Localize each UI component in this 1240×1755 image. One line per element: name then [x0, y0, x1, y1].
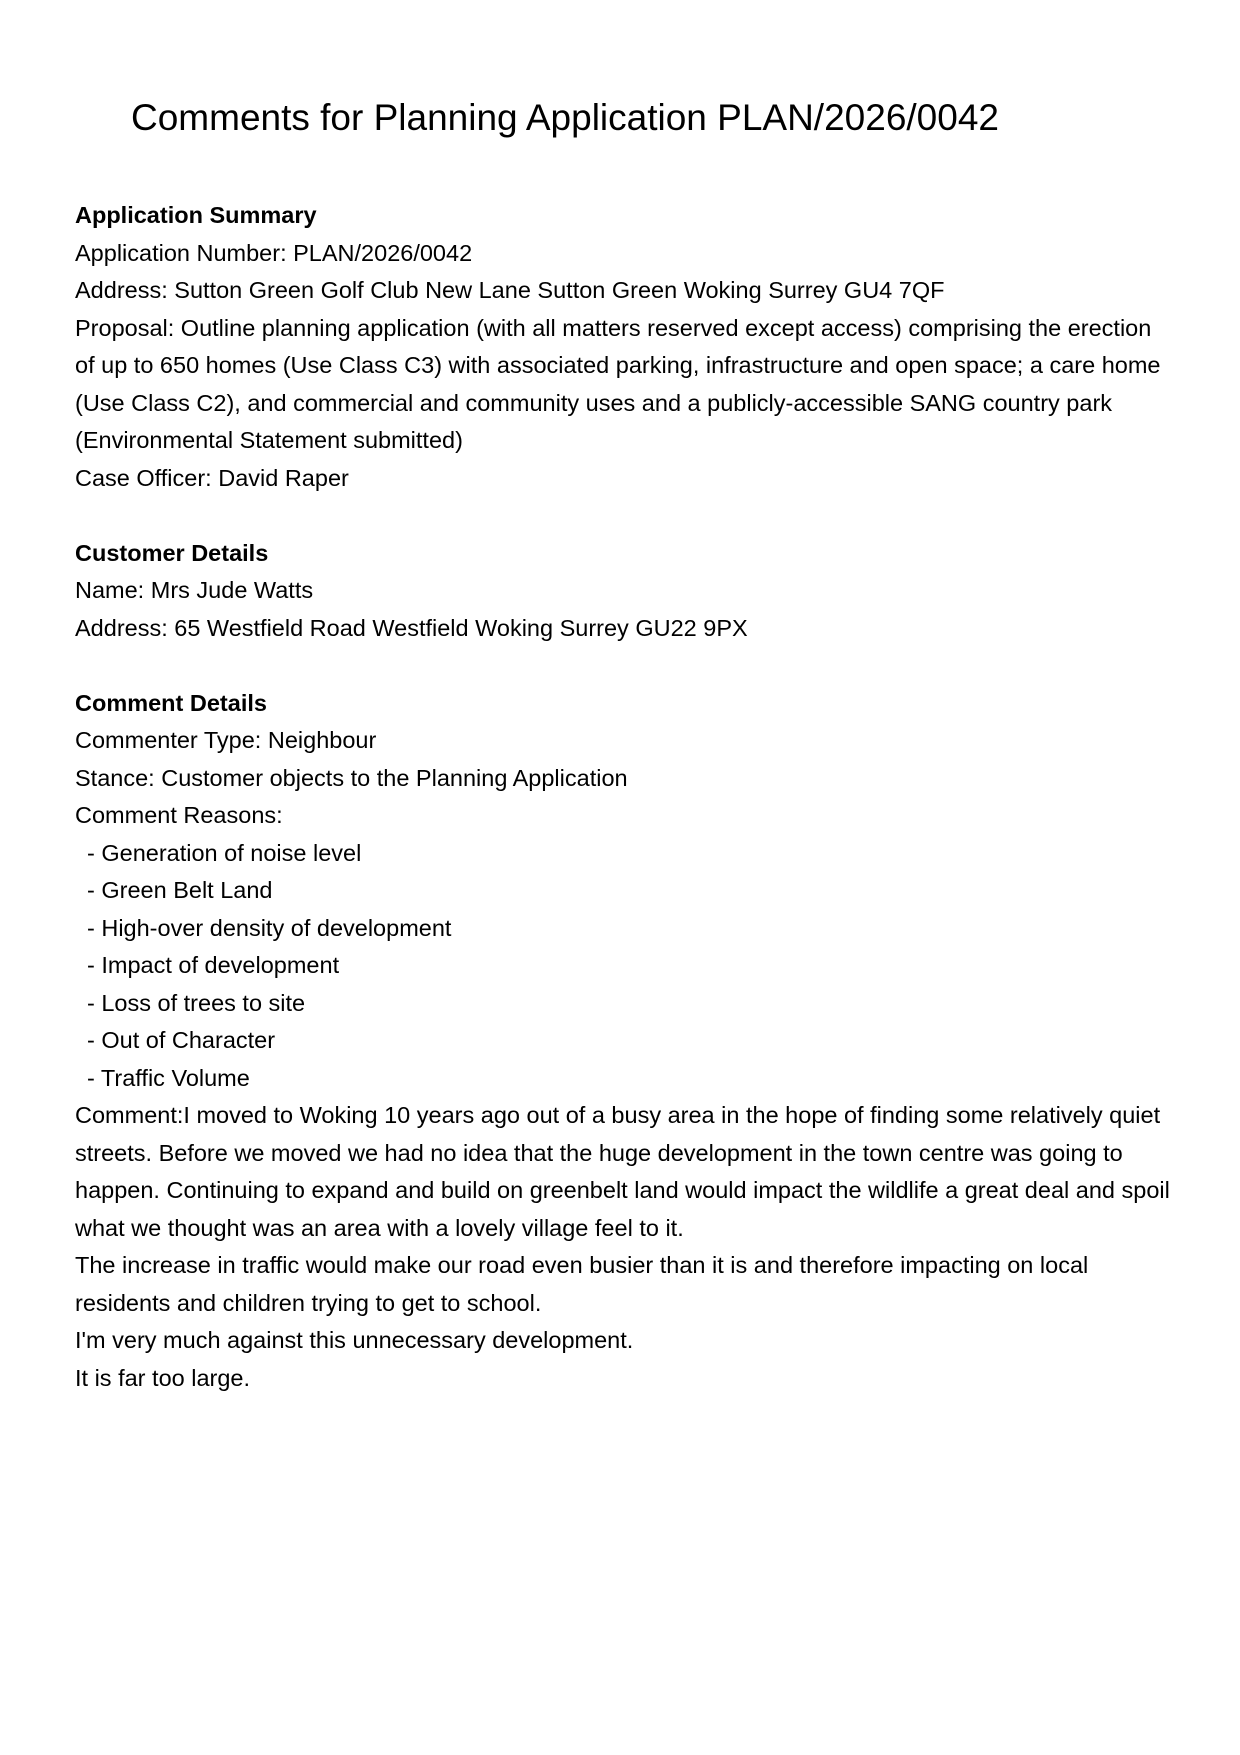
- stance: Stance: Customer objects to the Planning Application: [75, 764, 628, 791]
- page-title: Comments for Planning Application PLAN/2026/0042: [131, 97, 999, 138]
- application-summary-section: [75, 197, 1175, 497]
- application-number: Application Number: PLAN/2026/0042: [75, 239, 473, 266]
- comment-details-section: [75, 685, 1175, 1398]
- comment-paragraph: Comment:I moved to Woking 10 years ago out of a busy area in the hope of finding some relatively quiet streets. Before we moved we had no idea that the huge development in the town centre was going to happen. Continuing to expand and build on greenbelt land would impact the wildlife a great deal and spoil what we thought was an area with a lovely village feel to it.: [75, 1102, 1170, 1241]
- comment-reason-item: - Loss of trees to site: [87, 989, 306, 1016]
- customer-name: Name: Mrs Jude Watts: [75, 577, 314, 603]
- comment-reason-item: - Out of Character: [87, 1027, 276, 1053]
- comment-reason-item: - Green Belt Land: [87, 877, 273, 903]
- comment-reasons-label: Comment Reasons:: [75, 802, 283, 828]
- case-officer: Case Officer: David Raper: [75, 464, 349, 491]
- comment-reason-item: - Impact of development: [87, 952, 340, 978]
- application-proposal: Proposal: Outline planning application (with all matters reserved except access) comprising the erection of up to 650 homes (Use Class C3) with associated parking, infrastructure and open space; a care home (Use Class C2), and commercial and community uses and a publicly-accessible SANG country park (Environmental Statement submitted): [75, 314, 1161, 453]
- comment-reason-item: - High-over density of development: [87, 914, 452, 941]
- customer-details-heading: Customer Details: [75, 539, 269, 566]
- commenter-type: Commenter Type: Neighbour: [75, 727, 377, 753]
- application-summary-heading: Application Summary: [75, 202, 317, 228]
- application-address: Address: Sutton Green Golf Club New Lane Sutton Green Woking Surrey GU4 7QF: [75, 277, 945, 303]
- customer-details-section: [75, 535, 1175, 648]
- comment-paragraph: It is far too large.: [75, 1364, 251, 1391]
- comment-reason-item: - Generation of noise level: [87, 839, 362, 866]
- customer-address: Address: 65 Westfield Road Westfield Woking Surrey GU22 9PX: [75, 614, 748, 641]
- comment-reason-item: - Traffic Volume: [87, 1064, 250, 1091]
- comment-paragraph: I'm very much against this unnecessary development.: [75, 1327, 634, 1353]
- comment-details-heading: Comment Details: [75, 689, 267, 716]
- comment-paragraph: The increase in traffic would make our road even busier than it is and therefore impacting on local residents and children trying to get to school.: [75, 1252, 1089, 1316]
- document-body: [75, 197, 1175, 1397]
